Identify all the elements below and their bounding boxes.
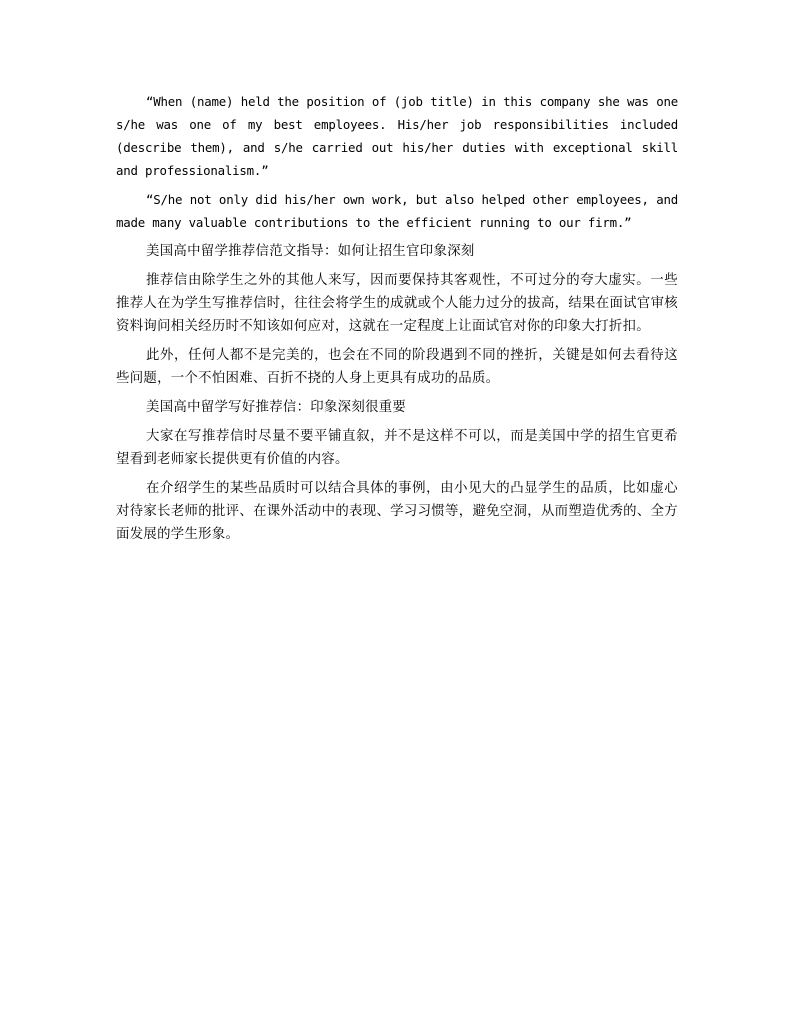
paragraph-quote-2: “S/he not only did his/her own work, but also helped other employees, and made many valuable contributions to the efficient running to our firm.” bbox=[116, 192, 678, 230]
section-heading-2: 美国高中留学写好推荐信：印象深刻很重要 bbox=[146, 400, 407, 415]
paragraph-body-1: 推荐信由除学生之外的其他人来写，因而要保持其客观性，不可过分的夸大虚实。一些推荐人在为学生写推荐信时，往往会将学生的成就或个人能力过分的拔高，结果在面试官审核资料询问相关经历时不知该如何应对，这就在一定程度上让面试官对你的印象大打折扣。 bbox=[116, 273, 678, 334]
section-heading-1: 美国高中留学推荐信范文指导：如何让招生官印象深刻 bbox=[146, 244, 475, 259]
paragraph-body-3: 大家在写推荐信时尽量不要平铺直叙，并不是这样不可以，而是美国中学的招生官更希望看到老师家长提供更有价值的内容。 bbox=[116, 429, 678, 467]
paragraph-quote-1: “When (name) held the position of (job title) in this company she was one s/he was one of my best employees. His/her job responsibilities included (describe them), and s/he carried out his/her duties with exceptional skill and professionalism.” bbox=[116, 94, 678, 178]
paragraph-body-2: 此外，任何人都不是完美的，也会在不同的阶段遇到不同的挫折，关键是如何去看待这些问题，一个不怕困难、百折不挠的人身上更具有成功的品质。 bbox=[116, 348, 678, 386]
paragraph-body-4: 在介绍学生的某些品质时可以结合具体的事例，由小见大的凸显学生的品质，比如虚心对待家长老师的批评、在课外活动中的表现、学习习惯等，避免空洞，从而塑造优秀的、全方面发展的学生形象。 bbox=[116, 481, 678, 542]
document-page bbox=[116, 90, 678, 552]
